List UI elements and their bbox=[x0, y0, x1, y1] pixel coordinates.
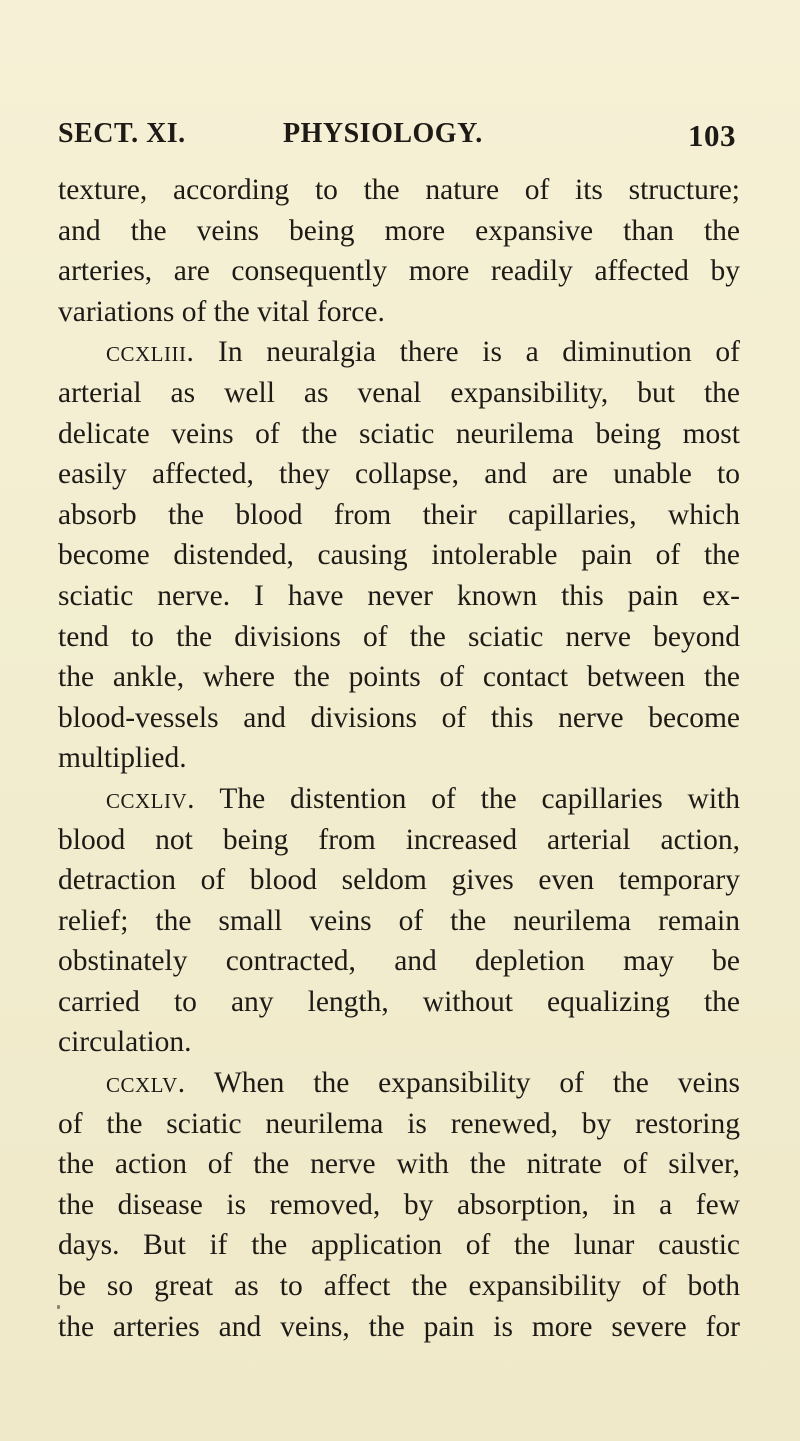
body-text bbox=[58, 170, 740, 1347]
text-line: blood not being from increased arterial action, bbox=[58, 823, 740, 856]
text-line: arterial as well as venal expansibility, but the bbox=[58, 376, 740, 409]
paragraph-first-line bbox=[58, 1063, 740, 1104]
text-line: become distended, causing intolerable pain of the bbox=[58, 539, 740, 572]
paper-speck bbox=[57, 1305, 60, 1309]
text-line: carried to any length, without equalizing the bbox=[58, 985, 740, 1018]
chapter-title: PHYSIOLOGY. bbox=[283, 118, 483, 149]
text-line: multiplied. bbox=[58, 742, 187, 775]
text-line: delicate veins of the sciatic neurilema being most bbox=[58, 417, 740, 450]
text-line: relief; the small veins of the neurilema remain bbox=[58, 904, 740, 937]
text-line: the action of the nerve with the nitrate of silver, bbox=[58, 1148, 740, 1181]
running-head bbox=[0, 118, 800, 158]
text-run: When the expansibility of the veins bbox=[213, 1067, 740, 1100]
paragraph-first-line bbox=[58, 332, 740, 373]
text-line: the arteries and veins, the pain is more severe for bbox=[58, 1310, 740, 1343]
text-run: In neuralgia there is a diminution of bbox=[218, 336, 741, 369]
section-label: SECT. XI. bbox=[58, 118, 186, 149]
section-number: ccxlv. bbox=[106, 1067, 186, 1100]
text-run: The distention of the capillaries with bbox=[219, 782, 741, 815]
text-line: absorb the blood from their capillaries, which bbox=[58, 498, 740, 531]
section-number: ccxliv. bbox=[106, 782, 196, 815]
text-line: of the sciatic neurilema is renewed, by restoring bbox=[58, 1107, 740, 1140]
text-line: texture, according to the nature of its structure; bbox=[58, 174, 740, 206]
page-number: 103 bbox=[688, 118, 736, 153]
text-line: and the veins being more expansive than the bbox=[58, 214, 740, 247]
paragraph-first-line bbox=[58, 779, 740, 820]
text-line: detraction of blood seldom gives even temporary bbox=[58, 864, 740, 897]
text-line: sciatic nerve. I have never known this pain ex- bbox=[58, 579, 740, 612]
text-line: easily affected, they collapse, and are unable to bbox=[58, 458, 740, 491]
text-line: obstinately contracted, and depletion may be bbox=[58, 945, 740, 978]
text-line: blood-vessels and divisions of this nerve become bbox=[58, 701, 740, 734]
section-number: ccxliii. bbox=[106, 336, 195, 369]
text-line: arteries, are consequently more readily affected by bbox=[58, 255, 740, 288]
text-line: be so great as to affect the expansibility of both bbox=[58, 1270, 740, 1303]
text-line: variations of the vital force. bbox=[58, 295, 385, 328]
text-line: circulation. bbox=[58, 1026, 192, 1059]
text-line: the ankle, where the points of contact between the bbox=[58, 661, 740, 694]
text-line: the disease is removed, by absorption, in a few bbox=[58, 1188, 740, 1221]
text-line: days. But if the application of the lunar caustic bbox=[58, 1229, 740, 1262]
text-line: tend to the divisions of the sciatic nerve beyond bbox=[58, 620, 740, 653]
